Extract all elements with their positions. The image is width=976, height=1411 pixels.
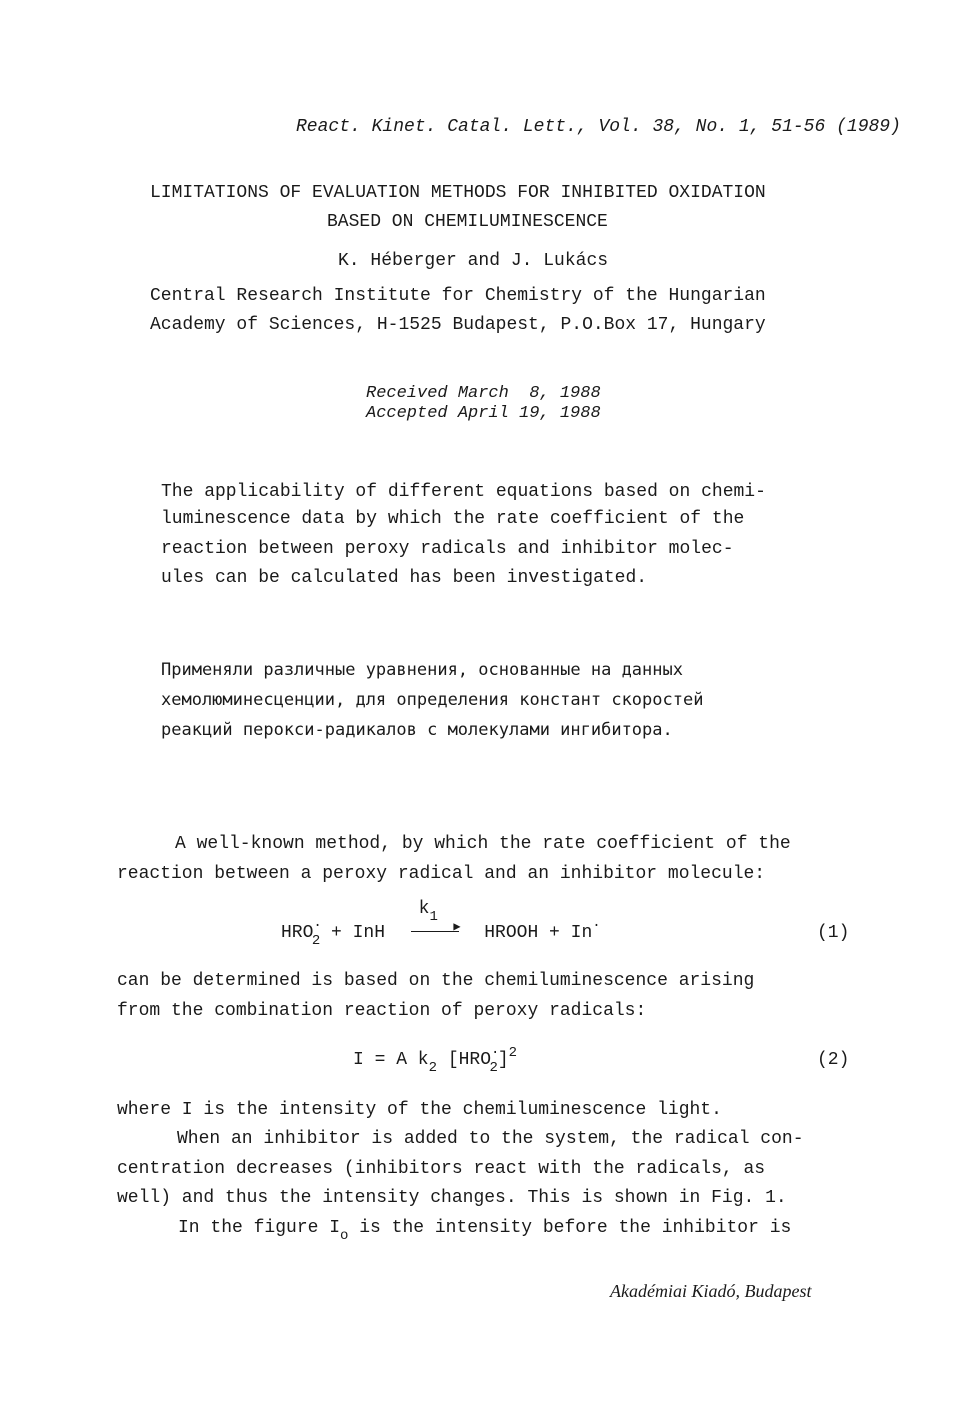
p5-subscript: o: [340, 1228, 349, 1244]
eq1-product-dot: ·: [592, 918, 601, 934]
eq2-bracket-open: [HRO: [437, 1050, 492, 1070]
paper-title-line-2: BASED ON CHEMILUMINESCENCE: [327, 212, 608, 232]
received-date: [366, 383, 601, 405]
abstract-en-line: The applicability of different equations based on chemi-: [161, 482, 766, 502]
abstract-en-line: reaction between peroxy radicals and inhibitor molec-: [161, 539, 734, 559]
body-text-line: When an inhibitor is added to the system, the radical con-: [177, 1129, 804, 1149]
received-label: Received: [366, 384, 448, 403]
eq1-radical-dot: ·: [313, 918, 322, 934]
body-text-line: [178, 1217, 792, 1244]
accepted-label: Accepted: [366, 404, 448, 423]
abstract-en-line: luminescence data by which the rate coefficient of the: [161, 509, 745, 529]
body-text-line: A well-known method, by which the rate coefficient of the: [175, 834, 791, 854]
eq2-radical-dot: ·: [491, 1045, 500, 1061]
body-text-line: can be determined is based on the chemiluminescence arising: [117, 971, 755, 991]
p5-start: In the figure I: [178, 1218, 341, 1238]
abstract-ru-line: реакций перокси-радикалов с молекулами ингибитора.: [161, 720, 673, 740]
eq2-k-subscript: 2: [428, 1060, 438, 1076]
eq1-products: HROOH + In: [484, 923, 593, 943]
body-text-line: well) and thus the intensity changes. This is shown in Fig. 1.: [117, 1188, 787, 1208]
publisher-footer: Akadémiai Kiadó, Budapest: [610, 1281, 812, 1301]
body-text-line: from the combination reaction of peroxy radicals:: [117, 1001, 647, 1021]
p5-end: is the intensity before the inhibitor is: [348, 1218, 792, 1238]
journal-citation: React. Kinet. Catal. Lett., Vol. 38, No. 1, 51-56 (1989): [296, 117, 901, 137]
eq1-k: k: [418, 899, 430, 919]
arrow-head-icon: ▶: [453, 920, 461, 934]
eq1-left-inhibitor: + InH: [320, 923, 386, 943]
accepted-date: [366, 403, 601, 425]
equation-2: [353, 1045, 518, 1076]
eq2-inner-subscript: 2: [489, 1060, 498, 1076]
eq2-bracket-close: ]: [497, 1050, 509, 1070]
abstract-ru-line: Применяли различные уравнения, основанные на данных: [161, 660, 683, 680]
eq1-rate-constant: [418, 898, 438, 925]
body-text-line: reaction between a peroxy radical and an inhibitor molecule:: [117, 864, 766, 884]
arrow-line: [411, 931, 459, 932]
affiliation-line-2: Academy of Sciences, H-1525 Budapest, P.O.Box 17, Hungary: [150, 315, 766, 335]
body-text-line: where I is the intensity of the chemiluminescence light.: [117, 1100, 722, 1120]
accepted-value: April 19, 1988: [457, 404, 601, 423]
eq2-power: 2: [508, 1045, 518, 1061]
abstract-ru-line: хемолюминесценции, для определения констант скоростей: [161, 690, 704, 710]
equation-2-number: (2): [817, 1050, 850, 1070]
equation-1: [281, 899, 601, 949]
paper-title-line-1: LIMITATIONS OF EVALUATION METHODS FOR INHIBITED OXIDATION: [150, 183, 766, 203]
authors: K. Héberger and J. Lukács: [338, 251, 609, 271]
reaction-arrow: [407, 899, 463, 944]
abstract-en-line: ules can be calculated has been investigated.: [161, 568, 648, 588]
eq1-left-species: HRO: [281, 923, 314, 943]
received-value: March 8, 1988: [457, 384, 601, 403]
eq2-lhs: I = A k: [353, 1050, 429, 1070]
eq1-k-subscript: 1: [429, 909, 438, 925]
body-text-line: centration decreases (inhibitors react with the radicals, as: [117, 1159, 766, 1179]
eq1-subscript: 2: [311, 933, 321, 949]
equation-1-number: (1): [817, 923, 850, 943]
affiliation-line-1: Central Research Institute for Chemistry of the Hungarian: [150, 286, 766, 306]
